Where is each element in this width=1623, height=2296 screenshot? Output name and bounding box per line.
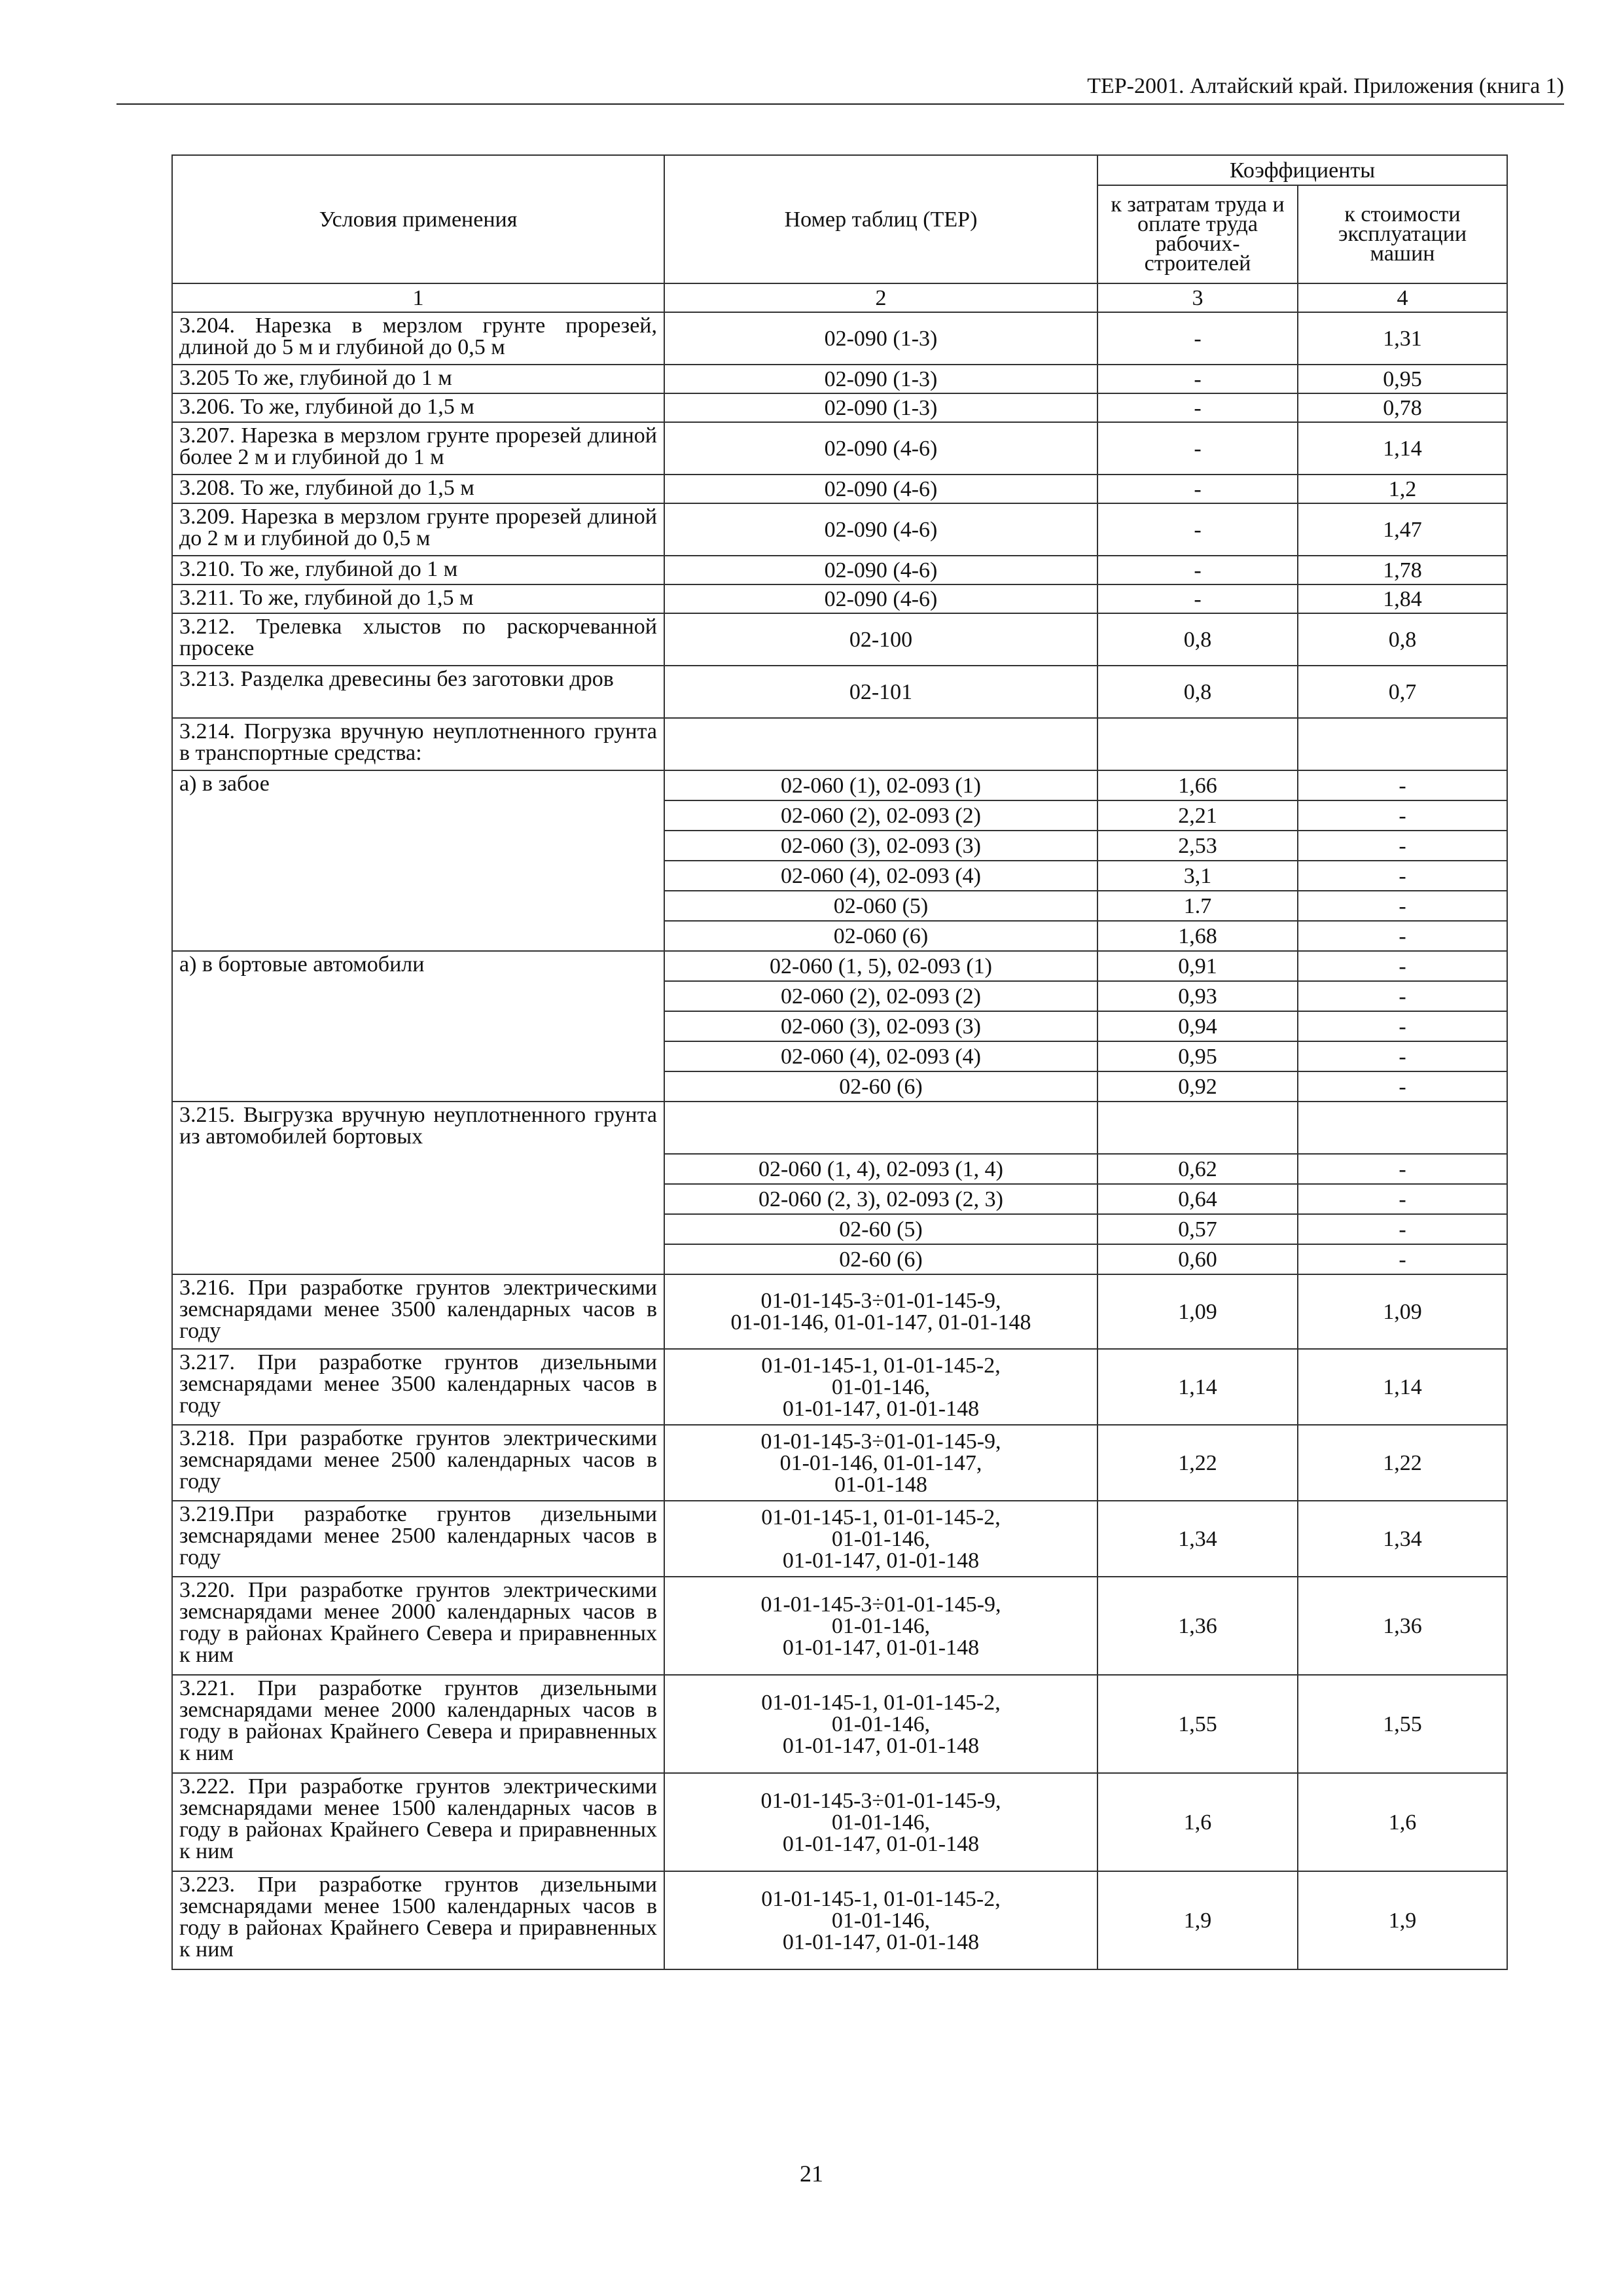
coef-labor-cell: 1.7	[1097, 891, 1298, 921]
condition-cell: 3.206. То же, глубиной до 1,5 м	[172, 393, 664, 422]
header-table-no: Номер таблиц (ТЕР)	[664, 155, 1097, 283]
table-number-cell: 02-60 (6)	[664, 1071, 1097, 1102]
table-row	[172, 556, 1507, 584]
coef-machines-cell: 1,22	[1298, 1425, 1507, 1501]
table-number-cell: 02-060 (1, 5), 02-093 (1)	[664, 951, 1097, 981]
coef-labor-cell: -	[1097, 503, 1298, 556]
table-row	[172, 1102, 1507, 1154]
coef-labor-cell: -	[1097, 584, 1298, 613]
coef-machines-cell: 1,14	[1298, 1349, 1507, 1425]
coef-labor-cell: 2,21	[1097, 800, 1298, 831]
coef-machines-cell: 1,14	[1298, 422, 1507, 475]
header-coef-machines: к стоимости эксплуатации машин	[1298, 185, 1507, 283]
coef-machines-cell: -	[1298, 1184, 1507, 1214]
coef-labor-cell: 0,64	[1097, 1184, 1298, 1214]
coef-machines-cell: 0,95	[1298, 365, 1507, 393]
condition-cell: 3.212. Трелевка хлыстов по раскорчеванной просеке	[172, 613, 664, 666]
coef-machines-cell: 0,78	[1298, 393, 1507, 422]
header-divider	[116, 103, 1564, 105]
coef-machines-cell: -	[1298, 951, 1507, 981]
condition-cell: 3.222. При разработке грунтов электрическими земснарядами менее 1500 календарных часов в году в районах Крайнего Севера и приравненных к ним	[172, 1773, 664, 1871]
table-row	[172, 951, 1507, 981]
table-row	[172, 503, 1507, 556]
coef-machines-cell: 1,84	[1298, 584, 1507, 613]
table-number-cell: 02-60 (5)	[664, 1214, 1097, 1244]
coef-labor-cell: 1,36	[1097, 1577, 1298, 1675]
coef-machines-cell	[1298, 718, 1507, 770]
table-body	[172, 312, 1507, 1969]
table-row	[172, 422, 1507, 475]
coef-labor-cell: 0,8	[1097, 666, 1298, 718]
table-row	[172, 1349, 1507, 1425]
table-number-cell: 02-060 (2), 02-093 (2)	[664, 981, 1097, 1011]
condition-cell: 3.216. При разработке грунтов электрическими земснарядами менее 3500 календарных часов в году	[172, 1274, 664, 1349]
header-coefficients: Коэффициенты	[1097, 155, 1507, 185]
column-number: 4	[1298, 283, 1507, 312]
coef-machines-cell	[1298, 1102, 1507, 1154]
condition-cell: 3.205 То же, глубиной до 1 м	[172, 365, 664, 393]
table-number-cell: 01-01-145-1, 01-01-145-2, 01-01-146, 01-01-147, 01-01-148	[664, 1349, 1097, 1425]
table-row	[172, 1274, 1507, 1349]
table-number-cell: 02-060 (3), 02-093 (3)	[664, 1011, 1097, 1041]
coef-labor-cell	[1097, 1102, 1298, 1154]
coef-labor-cell: 1,34	[1097, 1501, 1298, 1577]
table-row	[172, 1871, 1507, 1969]
table-row	[172, 770, 1507, 800]
table-row	[172, 393, 1507, 422]
table-number-cell: 02-090 (1-3)	[664, 312, 1097, 365]
coef-machines-cell: 1,36	[1298, 1577, 1507, 1675]
coef-machines-cell: -	[1298, 1011, 1507, 1041]
coef-machines-cell: -	[1298, 1041, 1507, 1071]
table-number-cell: 02-101	[664, 666, 1097, 718]
coef-machines-cell: -	[1298, 861, 1507, 891]
coef-machines-cell: -	[1298, 981, 1507, 1011]
table-number-cell: 02-060 (1, 4), 02-093 (1, 4)	[664, 1154, 1097, 1184]
coef-labor-cell: 1,22	[1097, 1425, 1298, 1501]
coef-labor-cell: 0,95	[1097, 1041, 1298, 1071]
coef-machines-cell: 1,55	[1298, 1675, 1507, 1773]
coef-machines-cell: 1,2	[1298, 475, 1507, 503]
column-number: 3	[1097, 283, 1298, 312]
coef-labor-cell: 2,53	[1097, 831, 1298, 861]
table-number-cell: 01-01-145-1, 01-01-145-2, 01-01-146, 01-01-147, 01-01-148	[664, 1501, 1097, 1577]
table-row	[172, 312, 1507, 365]
table-row	[172, 1675, 1507, 1773]
table-number-cell: 02-090 (4-6)	[664, 584, 1097, 613]
table-row	[172, 1577, 1507, 1675]
table-number-cell: 02-060 (4), 02-093 (4)	[664, 1041, 1097, 1071]
coef-machines-cell: 1,78	[1298, 556, 1507, 584]
coef-machines-cell: 1,6	[1298, 1773, 1507, 1871]
condition-cell: 3.204. Нарезка в мерзлом грунте прорезей, длиной до 5 м и глубиной до 0,5 м	[172, 312, 664, 365]
table-number-cell: 02-090 (1-3)	[664, 393, 1097, 422]
table-row	[172, 1773, 1507, 1871]
condition-cell: 3.220. При разработке грунтов электрическими земснарядами менее 2000 календарных часов в году в районах Крайнего Севера и приравненных к ним	[172, 1577, 664, 1675]
coef-machines-cell: -	[1298, 770, 1507, 800]
table-number-cell: 01-01-145-3÷01-01-145-9, 01-01-146, 01-01-147, 01-01-148	[664, 1773, 1097, 1871]
coef-machines-cell: 1,31	[1298, 312, 1507, 365]
coef-labor-cell: -	[1097, 475, 1298, 503]
coef-machines-cell: 1,34	[1298, 1501, 1507, 1577]
header-coef-labor: к затратам труда и оплате труда рабочих-строителей	[1097, 185, 1298, 283]
coef-labor-cell: 0,8	[1097, 613, 1298, 666]
table-number-cell: 02-090 (4-6)	[664, 422, 1097, 475]
coefficients-table	[171, 154, 1508, 1970]
coef-machines-cell: -	[1298, 1071, 1507, 1102]
condition-cell: а) в бортовые автомобили	[172, 951, 664, 1102]
table-number-cell: 01-01-145-1, 01-01-145-2, 01-01-146, 01-01-147, 01-01-148	[664, 1871, 1097, 1969]
coef-labor-cell: 1,66	[1097, 770, 1298, 800]
table-row	[172, 613, 1507, 666]
condition-cell: 3.207. Нарезка в мерзлом грунте прорезей длиной более 2 м и глубиной до 1 м	[172, 422, 664, 475]
coef-machines-cell: -	[1298, 800, 1507, 831]
table-number-cell: 01-01-145-3÷01-01-145-9, 01-01-146, 01-01-147, 01-01-148	[664, 1425, 1097, 1501]
coef-machines-cell: 1,9	[1298, 1871, 1507, 1969]
table-row	[172, 584, 1507, 613]
coef-labor-cell: 0,93	[1097, 981, 1298, 1011]
table-number-cell: 02-100	[664, 613, 1097, 666]
condition-cell: 3.223. При разработке грунтов дизельными земснарядами менее 1500 календарных часов в году в районах Крайнего Севера и приравненных к ним	[172, 1871, 664, 1969]
condition-cell: 3.210. То же, глубиной до 1 м	[172, 556, 664, 584]
table-number-cell: 02-060 (3), 02-093 (3)	[664, 831, 1097, 861]
table-number-cell: 01-01-145-3÷01-01-145-9, 01-01-146, 01-01-147, 01-01-148	[664, 1577, 1097, 1675]
table-number-cell: 02-060 (6)	[664, 921, 1097, 951]
table-number-cell: 02-090 (4-6)	[664, 503, 1097, 556]
table-number-cell: 02-060 (2), 02-093 (2)	[664, 800, 1097, 831]
coef-labor-cell: 1,9	[1097, 1871, 1298, 1969]
condition-cell: 3.215. Выгрузка вручную неуплотненного грунта из автомобилей бортовых	[172, 1102, 664, 1274]
column-number: 2	[664, 283, 1097, 312]
coef-machines-cell: -	[1298, 831, 1507, 861]
table-row	[172, 718, 1507, 770]
condition-cell: 3.221. При разработке грунтов дизельными земснарядами менее 2000 календарных часов в году в районах Крайнего Севера и приравненных к ним	[172, 1675, 664, 1773]
coef-machines-cell: 0,8	[1298, 613, 1507, 666]
coef-machines-cell: 0,7	[1298, 666, 1507, 718]
coef-labor-cell: 0,94	[1097, 1011, 1298, 1041]
coef-labor-cell: 1,09	[1097, 1274, 1298, 1349]
table-number-cell: 02-60 (6)	[664, 1244, 1097, 1274]
coef-labor-cell: 1,68	[1097, 921, 1298, 951]
coef-machines-cell: 1,09	[1298, 1274, 1507, 1349]
coef-labor-cell: -	[1097, 422, 1298, 475]
table-row	[172, 475, 1507, 503]
column-number: 1	[172, 283, 664, 312]
table-number-cell: 02-060 (1), 02-093 (1)	[664, 770, 1097, 800]
header-conditions: Условия применения	[172, 155, 664, 283]
coef-machines-cell: -	[1298, 891, 1507, 921]
condition-cell: 3.219.При разработке грунтов дизельными земснарядами менее 2500 календарных часов в году	[172, 1501, 664, 1577]
running-head: ТЕР-2001. Алтайский край. Приложения (книга 1)	[1087, 74, 1564, 98]
coef-machines-cell: -	[1298, 921, 1507, 951]
coef-machines-cell: -	[1298, 1244, 1507, 1274]
table-row	[172, 365, 1507, 393]
table-number-cell: 02-060 (4), 02-093 (4)	[664, 861, 1097, 891]
table-number-cell: 02-060 (2, 3), 02-093 (2, 3)	[664, 1184, 1097, 1214]
coef-labor-cell: -	[1097, 365, 1298, 393]
coef-labor-cell: 0,91	[1097, 951, 1298, 981]
table-number-cell: 02-090 (4-6)	[664, 475, 1097, 503]
coef-machines-cell: -	[1298, 1154, 1507, 1184]
condition-cell: 3.217. При разработке грунтов дизельными земснарядами менее 3500 календарных часов в году	[172, 1349, 664, 1425]
coef-labor-cell: 0,60	[1097, 1244, 1298, 1274]
table-number-cell: 01-01-145-1, 01-01-145-2, 01-01-146, 01-01-147, 01-01-148	[664, 1675, 1097, 1773]
condition-cell: 3.208. То же, глубиной до 1,5 м	[172, 475, 664, 503]
coef-labor-cell	[1097, 718, 1298, 770]
coef-labor-cell: 1,55	[1097, 1675, 1298, 1773]
table-row	[172, 1425, 1507, 1501]
table-row	[172, 666, 1507, 718]
page-number: 21	[800, 2161, 823, 2187]
coef-labor-cell: 0,62	[1097, 1154, 1298, 1184]
condition-cell: 3.218. При разработке грунтов электрическими земснарядами менее 2500 календарных часов в году	[172, 1425, 664, 1501]
coef-labor-cell: 3,1	[1097, 861, 1298, 891]
condition-cell: 3.211. То же, глубиной до 1,5 м	[172, 584, 664, 613]
table-number-cell	[664, 1102, 1097, 1154]
table-number-cell	[664, 718, 1097, 770]
coef-machines-cell: -	[1298, 1214, 1507, 1244]
table-number-cell: 01-01-145-3÷01-01-145-9, 01-01-146, 01-01-147, 01-01-148	[664, 1274, 1097, 1349]
condition-cell: 3.209. Нарезка в мерзлом грунте прорезей длиной до 2 м и глубиной до 0,5 м	[172, 503, 664, 556]
condition-cell: 3.214. Погрузка вручную неуплотненного грунта в транспортные средства:	[172, 718, 664, 770]
condition-cell: 3.213. Разделка древесины без заготовки дров	[172, 666, 664, 718]
condition-cell: а) в забое	[172, 770, 664, 951]
table-number-cell: 02-060 (5)	[664, 891, 1097, 921]
coef-labor-cell: 0,92	[1097, 1071, 1298, 1102]
coef-labor-cell: 1,6	[1097, 1773, 1298, 1871]
coef-labor-cell: -	[1097, 556, 1298, 584]
coef-labor-cell: -	[1097, 393, 1298, 422]
coef-labor-cell: 1,14	[1097, 1349, 1298, 1425]
table-number-cell: 02-090 (4-6)	[664, 556, 1097, 584]
coef-labor-cell: 0,57	[1097, 1214, 1298, 1244]
table-row	[172, 1501, 1507, 1577]
coef-machines-cell: 1,47	[1298, 503, 1507, 556]
table-number-cell: 02-090 (1-3)	[664, 365, 1097, 393]
coef-labor-cell: -	[1097, 312, 1298, 365]
